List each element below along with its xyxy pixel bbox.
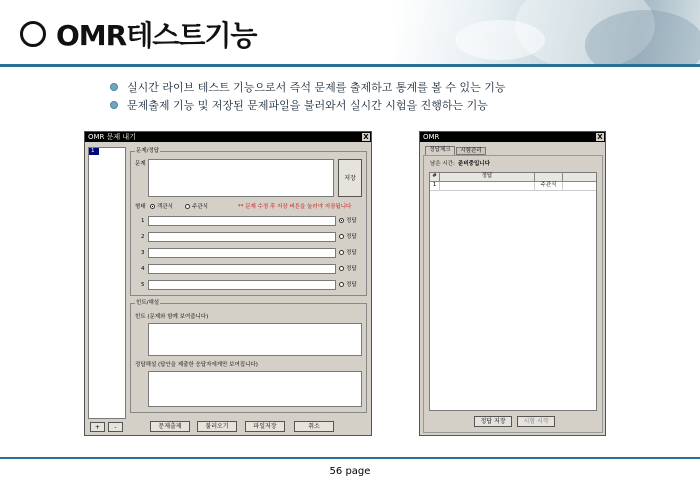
type-objective-radio[interactable] [150,204,173,211]
answer-radio-1[interactable] [339,218,357,225]
option-input-1[interactable] [148,216,336,226]
answer-label: 정답 [346,218,357,224]
remove-question-button[interactable]: - [108,422,123,432]
bullet-text: 실시간 라이브 테스트 기능으로서 즉석 문제를 출제하고 통계를 볼 수 있는 기능 [127,81,506,94]
option-number: 3 [141,250,145,256]
question-textarea[interactable] [148,159,334,197]
radio-selected-icon [339,218,344,223]
bullet-dot-icon [110,101,118,109]
close-button[interactable]: X [597,133,603,141]
header-decoration-image [395,0,700,64]
type-label: 형태 [135,204,146,210]
type-subjective-radio[interactable] [185,204,208,211]
slide-title [20,16,256,52]
bullet-list [110,78,506,114]
question-list[interactable] [88,147,126,419]
answer-label: 정답 [346,266,357,272]
table-header-cell: # [430,173,440,181]
radio-icon [339,234,344,239]
footer-divider [0,457,700,459]
window-title-bar [85,132,371,142]
bullet-item [110,96,506,114]
table-header-cell [563,173,591,181]
row-type: 주관식 [535,182,563,190]
hint-group-label: 힌트/해설 [136,300,160,306]
load-button[interactable]: 불러오기 [197,421,237,432]
save-warning-text: ** 문제 수정 후 저장 버튼을 눌러야 저장됩니다 [238,204,352,210]
title-circle-icon [20,21,46,47]
remaining-time-label: 남은 시간: [430,161,455,167]
radio-icon [339,282,344,287]
type-subjective-label: 주관식 [192,204,208,210]
remaining-time-value: 준비중입니다 [458,161,490,167]
save-question-button[interactable]: 저장 [338,159,362,197]
bullet-dot-icon [110,83,118,91]
option-number: 1 [141,218,145,224]
hint-textarea[interactable] [148,323,362,356]
table-header-cell: 정답 [440,173,535,181]
window-title: OMR 문제 내기 [88,133,136,141]
type-objective-label: 객관식 [157,204,173,210]
radio-selected-icon [150,204,155,209]
option-input-5[interactable] [148,280,336,290]
explanation-label: 정답해설 (답안을 제출한 응답자에게만 보여집니다) [135,362,258,368]
publish-question-button[interactable]: 문제출제 [150,421,190,432]
answer-label: 정답 [346,234,357,240]
table-header-cell [535,173,563,181]
cancel-button[interactable]: 취소 [294,421,334,432]
answer-label: 정답 [346,250,357,256]
start-exam-button[interactable]: 시험 시작 [517,416,555,427]
answer-table[interactable] [429,172,597,411]
table-header-row [430,173,596,182]
question-group-label: 문제/정답 [136,148,160,154]
radio-icon [185,204,190,209]
question-label: 문제 [135,161,146,167]
save-file-button[interactable]: 파일저장 [245,421,285,432]
radio-icon [339,250,344,255]
question-list-item[interactable]: 1 [89,148,99,155]
slide-title-text: OMR테스트기능 [56,19,257,52]
option-input-3[interactable] [148,248,336,258]
option-input-4[interactable] [148,264,336,274]
hint-label: 힌트 (문제와 함께 보여줍니다) [135,314,209,320]
radio-icon [339,266,344,271]
tab-exam-management[interactable]: 시험관리 [456,147,486,155]
answer-radio-5[interactable] [339,282,357,289]
option-number: 4 [141,266,145,272]
save-answer-button[interactable]: 정답 저장 [474,416,512,427]
option-input-2[interactable] [148,232,336,242]
header-divider [0,64,700,67]
answer-radio-2[interactable] [339,234,357,241]
bullet-text: 문제출제 기능 및 저장된 문제파일을 불러와서 실시간 시험을 진행하는 기능 [127,99,488,112]
answer-radio-3[interactable] [339,250,357,257]
row-number: 1 [430,182,440,190]
option-number: 5 [141,282,145,288]
tab-answer-check[interactable]: 정답체크 [425,146,455,155]
row-answer [440,182,535,190]
row-extra [563,182,591,190]
close-button[interactable]: X [363,133,369,141]
answer-label: 정답 [346,282,357,288]
table-row[interactable] [430,182,596,191]
page-number: 56 page [329,466,371,477]
answer-radio-4[interactable] [339,266,357,273]
explanation-textarea[interactable] [148,371,362,407]
omr-question-window [84,131,372,436]
bullet-item [110,78,506,96]
add-question-button[interactable]: + [90,422,105,432]
window-title: OMR [423,133,440,141]
omr-exam-window [419,131,606,436]
window-title-bar [420,132,605,142]
option-number: 2 [141,234,145,240]
